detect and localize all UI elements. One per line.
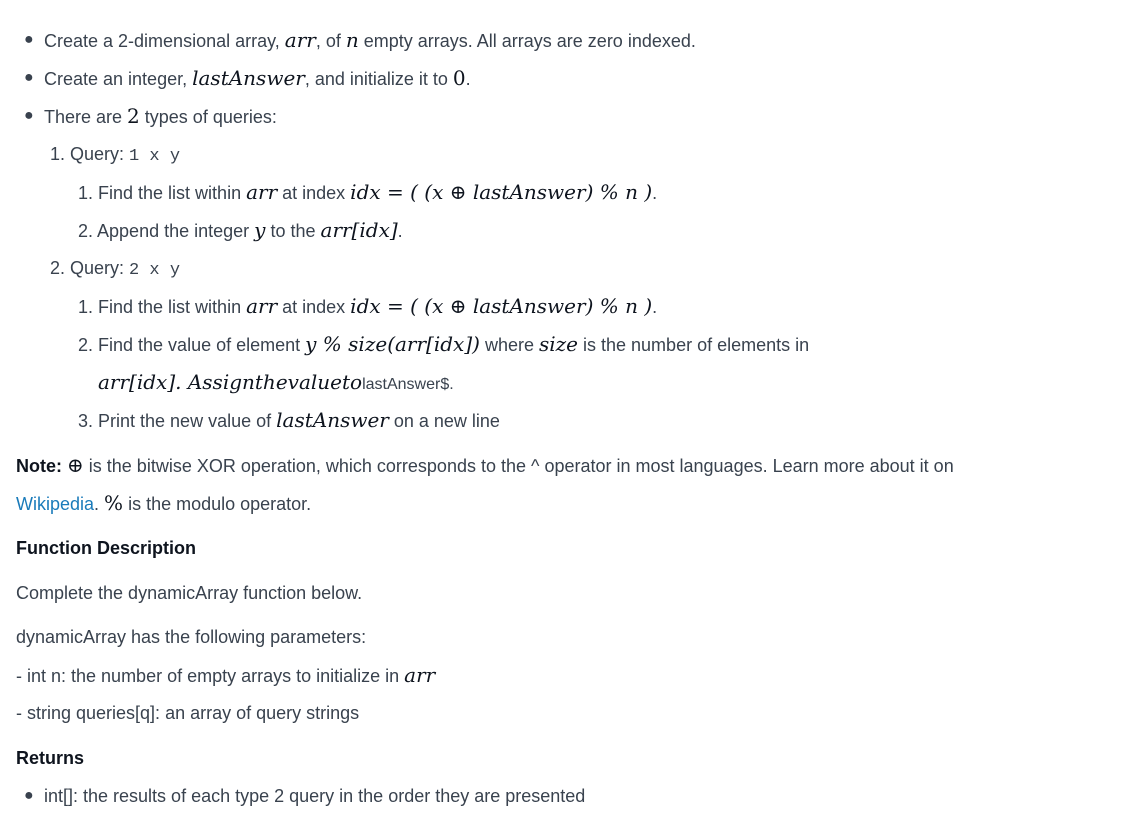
text-segment: arr <box>246 294 278 318</box>
query-2-step-2 <box>78 332 809 357</box>
text: . <box>465 69 471 89</box>
text-segment: idx = ( (x ⊕ lastAnswer) % n ) <box>350 180 653 204</box>
text-segment: y % size(arr[idx]) <box>305 332 480 356</box>
text-segment: arr <box>404 663 436 687</box>
text-segment: Find the list within <box>98 297 247 317</box>
text-segment: 1. <box>78 183 99 203</box>
math: 2 <box>127 104 140 128</box>
text: types of queries: <box>139 107 277 127</box>
math: arr <box>284 28 316 52</box>
text-segment: . <box>94 494 105 514</box>
bullet-icon: ● <box>24 787 34 804</box>
query-2-step-1 <box>78 294 657 319</box>
bullet-last-answer <box>24 66 471 91</box>
text-segment: is the number of elements in <box>578 335 810 355</box>
parameters-intro: dynamicArray has the following parameters: <box>16 627 367 647</box>
text-segment: where <box>479 335 539 355</box>
function-description-text: Complete the dynamicArray function below. <box>16 583 363 603</box>
bullet-query-types <box>24 104 277 129</box>
text-segment: 2. <box>78 221 98 241</box>
text-segment: % <box>104 491 124 515</box>
param-n <box>16 663 435 688</box>
code: 1 x y <box>129 147 181 166</box>
text-segment: lastAnswer <box>276 408 389 432</box>
text: , and initialize it to <box>304 69 453 89</box>
returns-item <box>24 784 586 808</box>
text-segment: . <box>397 221 403 241</box>
text-segment: arr[idx] <box>320 218 398 242</box>
text-segment: is the modulo operator. <box>123 494 312 514</box>
text-segment: is the bitwise XOR operation, which corresponds to the ^ operator in most languages. Learn more about it on <box>83 456 954 476</box>
text-segment: arr[idx]. Assignthevalueto <box>98 370 363 394</box>
function-description-heading: Function Description <box>16 538 196 558</box>
query-2-label <box>50 256 180 283</box>
bullet-icon: ● <box>24 107 34 124</box>
text-segment: . <box>652 183 658 203</box>
text-segment: arr <box>246 180 278 204</box>
text-segment: 2. <box>78 335 99 355</box>
math: n <box>345 28 359 52</box>
text-segment: 1. <box>78 297 99 317</box>
text-segment: at index <box>277 183 351 203</box>
text-segment: 2 x y <box>129 261 181 280</box>
text-segment: Find the value of element <box>98 335 306 355</box>
text-segment: Print the new value of <box>98 411 277 431</box>
math: lastAnswer <box>192 66 305 90</box>
text-segment: . <box>652 297 658 317</box>
xor-symbol: ⊕ <box>67 453 84 477</box>
bullet-create-array <box>24 28 696 53</box>
text-segment: 3. <box>78 411 99 431</box>
returns-heading: Returns <box>16 748 85 768</box>
text-segment: at index <box>277 297 351 317</box>
text-segment: to the <box>265 221 321 241</box>
text-segment: 2. Query: <box>50 258 130 278</box>
text: There are <box>44 107 128 127</box>
text-segment: int[]: the results of each type 2 query in the order they are presented <box>44 786 586 806</box>
text-segment: on a new line <box>388 411 500 431</box>
query-1-step-2 <box>78 218 403 243</box>
note <box>16 453 954 478</box>
text-segment: idx = ( (x ⊕ lastAnswer) % n ) <box>350 294 653 318</box>
text-segment: lastAnswer$. <box>362 376 454 393</box>
query-2-step-2-cont <box>98 370 454 397</box>
text-segment: size <box>538 332 579 356</box>
bullet-icon: ● <box>24 31 34 48</box>
text-segment: Find the list within <box>98 183 247 203</box>
query-1-step-1 <box>78 180 657 205</box>
math: 0 <box>452 66 466 90</box>
query-1-label <box>50 142 180 169</box>
text-segment: y <box>254 218 266 242</box>
bullet-icon: ● <box>24 69 34 86</box>
text-segment: - int n: the number of empty arrays to initialize in <box>16 666 405 686</box>
text: 1. Query: <box>50 144 130 164</box>
text: , of <box>315 31 346 51</box>
note-label: Note: <box>16 456 62 476</box>
query-2-step-3 <box>78 408 500 433</box>
note-cont <box>16 491 311 516</box>
param-queries: - string queries[q]: an array of query strings <box>16 703 360 723</box>
text: Create a 2-dimensional array, <box>44 31 285 51</box>
text: empty arrays. All arrays are zero indexed. <box>358 31 696 51</box>
wikipedia-link[interactable]: Wikipedia <box>16 494 95 514</box>
text-segment: Append the integer <box>97 221 255 241</box>
text: Create an integer, <box>44 69 193 89</box>
